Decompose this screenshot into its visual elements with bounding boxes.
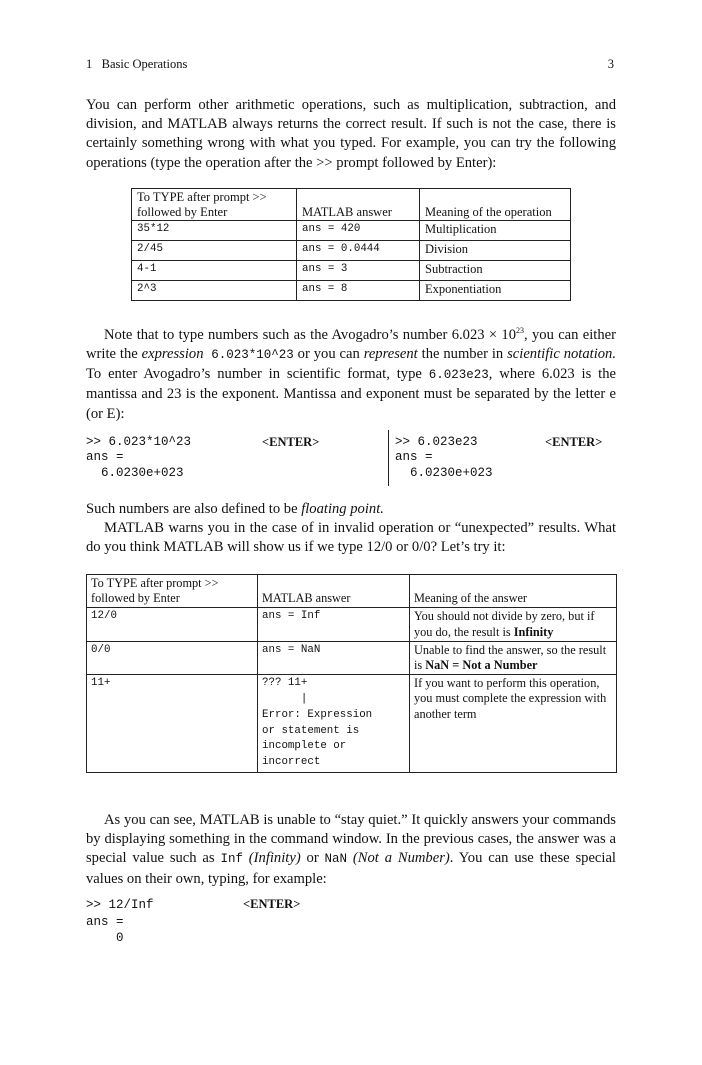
table-row [87, 641, 617, 674]
text-span: You should not divide by zero, but if you do, the result is [414, 609, 595, 639]
special-values-paragraph [86, 811, 616, 889]
code-value: 0 [86, 931, 124, 945]
running-header: 1 Basic Operations [86, 57, 188, 71]
input-cell: 2^3 [132, 281, 297, 301]
enter-key-label: <ENTER> [262, 435, 320, 449]
answer-cell: ans = 3 [297, 261, 420, 281]
inline-code: 6.023e23 [428, 368, 489, 383]
table-header-row [87, 575, 617, 608]
input-cell: 11+ [87, 675, 258, 773]
meaning-cell: Subtraction [420, 261, 571, 281]
input-cell: 4-1 [132, 261, 297, 281]
bold-term: NaN = Not a Number [425, 658, 538, 673]
table-row [132, 241, 571, 261]
meaning-cell: Exponentiation [420, 281, 571, 301]
code-ans: ans = [395, 450, 433, 465]
emphasis: (Infinity) [242, 850, 301, 867]
inline-code: 6.023*10^23 [203, 348, 294, 363]
enter-key-label: <ENTER> [545, 435, 603, 449]
text-span: Note that to type numbers such as the Avogadro’s number 6.023 × 10 [104, 326, 517, 343]
warning-paragraph: MATLAB warns you in the case of in invalid operation or “unexpected” results. What do you think MATLAB will show us if we type 12/0 or 0/0? Let’s try it: [86, 520, 616, 556]
text-span: Such numbers are also defined to be [86, 501, 302, 517]
emphasis: floating point. [301, 501, 384, 517]
code-value: 6.0230e+023 [395, 465, 493, 480]
intro-paragraph: You can perform other arithmetic operations, such as multiplication, subtraction, and division, and MATLAB always returns the correct result. If such is not the case, there is certainly something wrong with what you typed. For example, you can try the following operations (type the operation after the >> prompt followed by Enter): [86, 97, 616, 171]
text-span: As you can see, MATLAB is unable to “stay quiet.” It quickly answers your commands by displaying something in the command window. In the previous cases, the answer was a special value such as [86, 812, 616, 867]
text-span: , you can either write the [86, 326, 616, 363]
table-row [87, 675, 617, 773]
code-ans: ans = [86, 914, 124, 929]
emphasis: represent [363, 346, 418, 363]
table-row [132, 261, 571, 281]
code-command: >> 6.023e23 [395, 435, 478, 449]
answer-cell: ans = 420 [297, 221, 420, 241]
answer-cell: ans = 8 [297, 281, 420, 301]
enter-key-label: <ENTER> [243, 897, 301, 911]
column-header: MATLAB answer [297, 189, 420, 221]
text-span: . You can use these special values on their own, typing, for example: [86, 850, 616, 887]
code-block-right [395, 435, 493, 481]
code-value: 6.0230e+023 [86, 465, 184, 480]
text-span: To enter Avogadro’s number in scientific format, type [86, 366, 429, 383]
exponent: 23 [516, 326, 525, 335]
column-header: To TYPE after prompt >> followed by Enter [87, 575, 258, 608]
column-header: To TYPE after prompt >> followed by Enter [132, 189, 297, 221]
inline-code: NaN [324, 852, 348, 867]
avogadro-paragraph [86, 321, 616, 424]
input-cell: 0/0 [87, 641, 258, 674]
answer-cell: ??? 11+ | Error: Expression or statement is incomplete or incorrect [258, 675, 410, 773]
input-cell: 12/0 [87, 608, 258, 641]
text-span: or you can [293, 346, 364, 363]
meaning-cell: If you want to perform this operation, you must complete the expression with another term [410, 675, 617, 773]
meaning-cell [410, 608, 617, 641]
input-cell: 35*12 [132, 221, 297, 241]
code-ans: ans = [86, 450, 124, 465]
answer-cell: ans = 0.0444 [297, 241, 420, 261]
code-command: >> 12/Inf [86, 898, 154, 912]
text-span: the number in [417, 346, 508, 363]
inline-code: Inf [220, 852, 243, 867]
text-span: , where 6.023 is the mantissa and 23 is the exponent. Mantissa and exponent must be separated by the letter e (or E): [86, 366, 617, 422]
emphasis: expression [141, 346, 204, 363]
floating-point-paragraph [86, 500, 616, 519]
emphasis: (Not a Number) [347, 850, 450, 867]
emphasis: scientific notation. [507, 346, 616, 363]
code-block-left [86, 435, 191, 481]
table-row [87, 608, 617, 641]
meaning-cell: Multiplication [420, 221, 571, 241]
input-cell: 2/45 [132, 241, 297, 261]
meaning-cell [410, 641, 617, 674]
code-command: >> 6.023*10^23 [86, 435, 192, 449]
table-row [132, 281, 571, 301]
bold-term: Infinity [513, 624, 554, 639]
column-header: MATLAB answer [258, 575, 410, 608]
table-header-row [132, 189, 571, 221]
arithmetic-table [131, 188, 571, 301]
text-span: Unable to find the answer, so the result is [414, 642, 607, 673]
column-header: Meaning of the answer [410, 575, 617, 608]
meaning-cell: Division [420, 241, 571, 261]
code-block-bottom [86, 897, 154, 947]
special-values-table [86, 574, 617, 773]
column-header: Meaning of the operation [420, 189, 571, 221]
text-span: or [300, 850, 325, 867]
answer-cell: ans = NaN [258, 641, 410, 674]
answer-cell: ans = Inf [258, 608, 410, 641]
code-divider [388, 430, 389, 486]
page-number: 3 [607, 57, 614, 71]
table-row [132, 221, 571, 241]
